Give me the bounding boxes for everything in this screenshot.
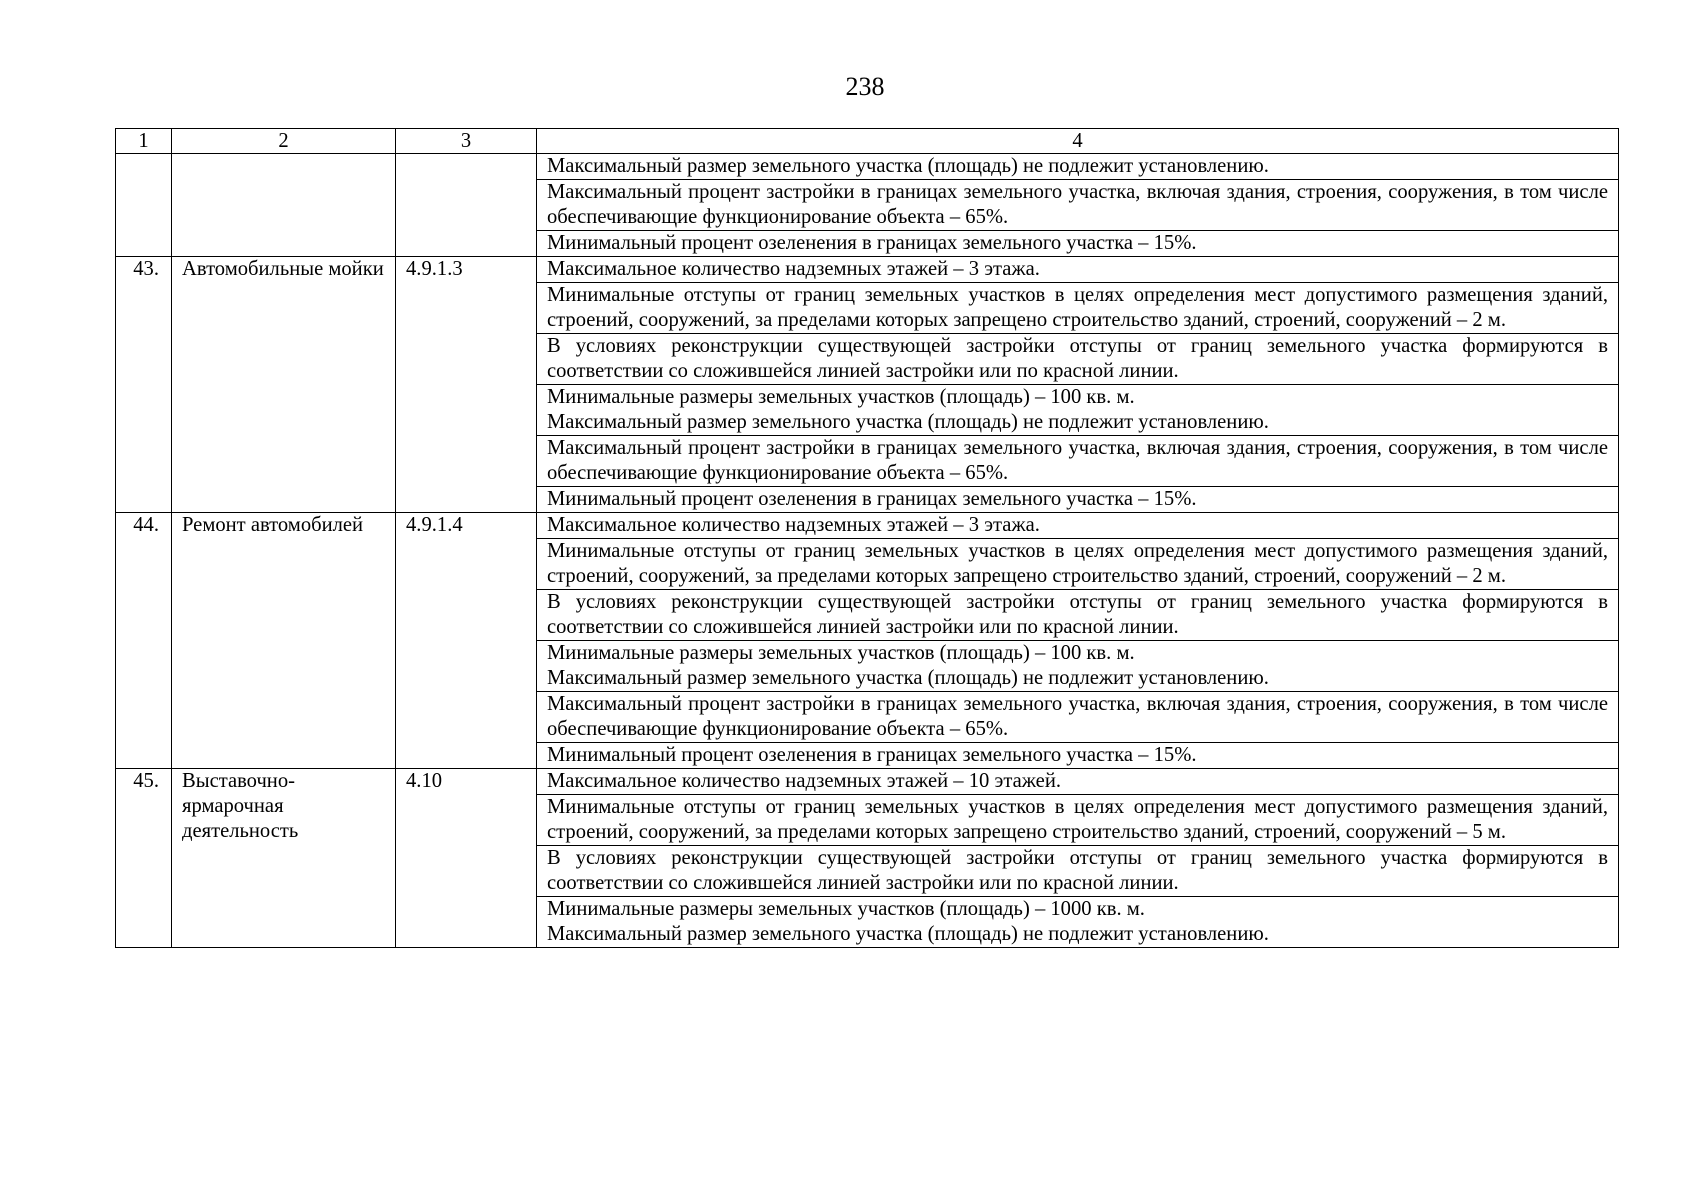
parameter-line: Минимальные размеры земельных участков (площадь) – 100 кв. м. [547, 386, 1135, 408]
parameter-line: Минимальные размеры земельных участков (площадь) – 1000 кв. м. [547, 898, 1145, 920]
use-name-cell: Выставочно-ярмарочная деятельность [172, 769, 396, 948]
parameter-cell: Минимальные отступы от границ земельных участков в целях определения мест допустимого размещения зданий, строений, сооружений, за пределами которых запрещено строительство зданий, строений, сооружений – 2 м. [537, 283, 1619, 334]
parameter-cell: В условиях реконструкции существующей застройки отступы от границ земельного участка формируются в соответствии со сложившейся линией застройки или по красной линии. [537, 590, 1619, 641]
table-row [116, 257, 1619, 283]
parameter-cell: В условиях реконструкции существующей застройки отступы от границ земельного участка формируются в соответствии со сложившейся линией застройки или по красной линии. [537, 846, 1619, 897]
table-header-row [116, 129, 1619, 154]
table-row [116, 769, 1619, 795]
parameter-cell: Максимальный процент застройки в границах земельного участка, включая здания, строения, сооружения, в том числе обеспечивающие функционирование объекта – 65%. [537, 692, 1619, 743]
row-number-cell: 44. [116, 513, 172, 769]
row-number-cell: 43. [116, 257, 172, 513]
header-col-1: 1 [116, 129, 172, 154]
parameter-cell: Максимальный размер земельного участка (площадь) не подлежит установлению. [537, 154, 1619, 180]
use-name-cell [172, 154, 396, 257]
regulations-table [115, 128, 1619, 948]
parameter-cell: Минимальный процент озеленения в границах земельного участка – 15%. [537, 487, 1619, 513]
table-body [116, 129, 1619, 948]
parameter-cell: Максимальное количество надземных этажей – 3 этажа. [537, 257, 1619, 283]
parameter-cell: Минимальные отступы от границ земельных участков в целях определения мест допустимого размещения зданий, строений, сооружений, за пределами которых запрещено строительство зданий, строений, сооружений – 2 м. [537, 539, 1619, 590]
parameter-cell: Максимальное количество надземных этажей – 10 этажей. [537, 769, 1619, 795]
use-code-cell: 4.9.1.3 [396, 257, 537, 513]
header-col-3: 3 [396, 129, 537, 154]
use-name-cell: Ремонт автомобилей [172, 513, 396, 769]
parameter-cell: Минимальные отступы от границ земельных участков в целях определения мест допустимого размещения зданий, строений, сооружений, за пределами которых запрещено строительство зданий, строений, сооружений – 5 м. [537, 795, 1619, 846]
use-name-cell: Автомобильные мойки [172, 257, 396, 513]
parameter-cell: Минимальный процент озеленения в границах земельного участка – 15%. [537, 231, 1619, 257]
parameter-line: Минимальные размеры земельных участков (площадь) – 100 кв. м. [547, 642, 1135, 664]
parameter-cell: Максимальный процент застройки в границах земельного участка, включая здания, строения, сооружения, в том числе обеспечивающие функционирование объекта – 65%. [537, 436, 1619, 487]
use-code-cell [396, 154, 537, 257]
parameter-cell [537, 641, 1619, 692]
use-code-cell: 4.9.1.4 [396, 513, 537, 769]
parameter-cell: Максимальное количество надземных этажей – 3 этажа. [537, 513, 1619, 539]
table-row [116, 513, 1619, 539]
parameter-cell: Максимальный процент застройки в границах земельного участка, включая здания, строения, сооружения, в том числе обеспечивающие функционирование объекта – 65%. [537, 180, 1619, 231]
row-number-cell: 45. [116, 769, 172, 948]
table-row [116, 154, 1619, 180]
header-col-2: 2 [172, 129, 396, 154]
row-number-cell [116, 154, 172, 257]
parameter-cell [537, 897, 1619, 948]
header-col-4: 4 [537, 129, 1619, 154]
parameter-cell: В условиях реконструкции существующей застройки отступы от границ земельного участка формируются в соответствии со сложившейся линией застройки или по красной линии. [537, 334, 1619, 385]
parameter-cell [537, 385, 1619, 436]
parameter-line: Максимальный размер земельного участка (площадь) не подлежит установлению. [547, 411, 1269, 433]
parameter-line: Максимальный размер земельного участка (площадь) не подлежит установлению. [547, 667, 1269, 689]
page-number: 238 [845, 72, 885, 101]
parameter-line: Максимальный размер земельного участка (площадь) не подлежит установлению. [547, 923, 1269, 945]
use-code-cell: 4.10 [396, 769, 537, 948]
parameter-cell: Минимальный процент озеленения в границах земельного участка – 15%. [537, 743, 1619, 769]
